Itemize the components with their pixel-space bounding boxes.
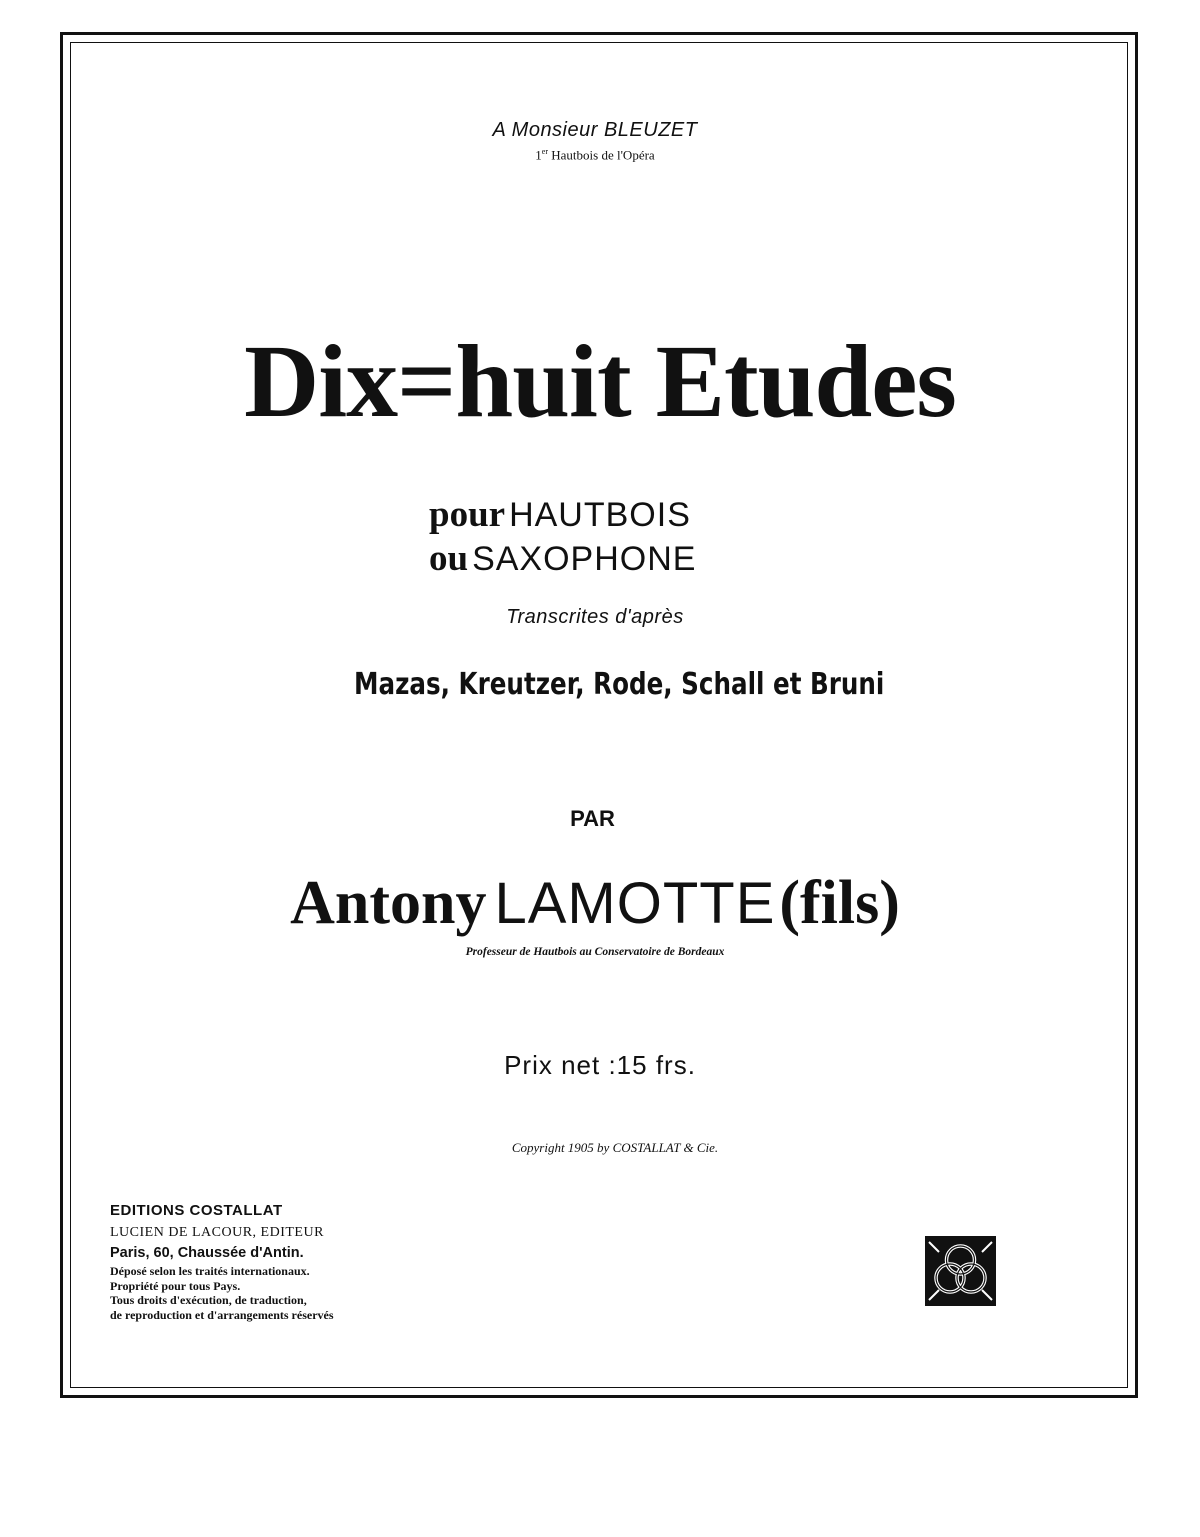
dedication-role: Hautbois de l'Opéra [548,147,655,163]
publisher-name: EDITIONS COSTALLAT [110,1202,283,1219]
copyright: Copyright 1905 by COSTALLAT & Cie. [511,1140,719,1155]
instrumentation-line-1 [429,493,696,537]
dedication-subline [400,147,790,163]
composer-suffix: (fils) [779,869,900,937]
dedication-ordinal-suffix: er [541,147,549,156]
page-border-inner [70,42,1128,1388]
composer-last-name: LAMOTTE [494,871,776,936]
instrumentation-line-2 [429,537,696,581]
publisher-block [110,1202,334,1323]
rights-line: Propriété pour tous Pays. [110,1278,241,1293]
publisher-address: Paris, 60, Chaussée d'Antin. [110,1245,304,1261]
price: Prix net :15 frs. [504,1050,696,1080]
composer-name [200,869,990,937]
composer-title: Professeur de Hautbois au Conservatoire de Bordeaux [465,946,725,958]
by-label: PAR [570,806,615,831]
publisher-editor: LUCIEN DE LACOUR, EDITEUR [110,1225,324,1240]
dedication-ordinal: 1 [535,147,542,163]
page-title: Dix=huit Etudes [244,324,956,439]
instrumentation-pour: pour [429,494,506,535]
publisher-rights [110,1264,334,1323]
rights-line: Déposé selon les traités internationaux. [110,1264,310,1278]
costallat-logo-icon [925,1236,996,1306]
instrumentation [429,493,696,580]
composer-first-name: Antony [290,869,487,937]
dedication-line: A Monsieur BLEUZET [492,119,698,141]
instrumentation-saxophone: SAXOPHONE [472,539,697,578]
instrumentation-ou: ou [429,537,469,579]
instrumentation-hautbois: HAUTBOIS [509,496,691,534]
triquetra-icon [925,1236,996,1306]
rights-line: Tous droits d'exécution, de traduction, [110,1293,307,1308]
source-composers: Mazas, Kreutzer, Rode, Schall et Bruni [354,667,885,702]
transcription-note: Transcrites d'après [506,606,684,628]
rights-line: de reproduction et d'arrangements réservés [110,1307,334,1322]
